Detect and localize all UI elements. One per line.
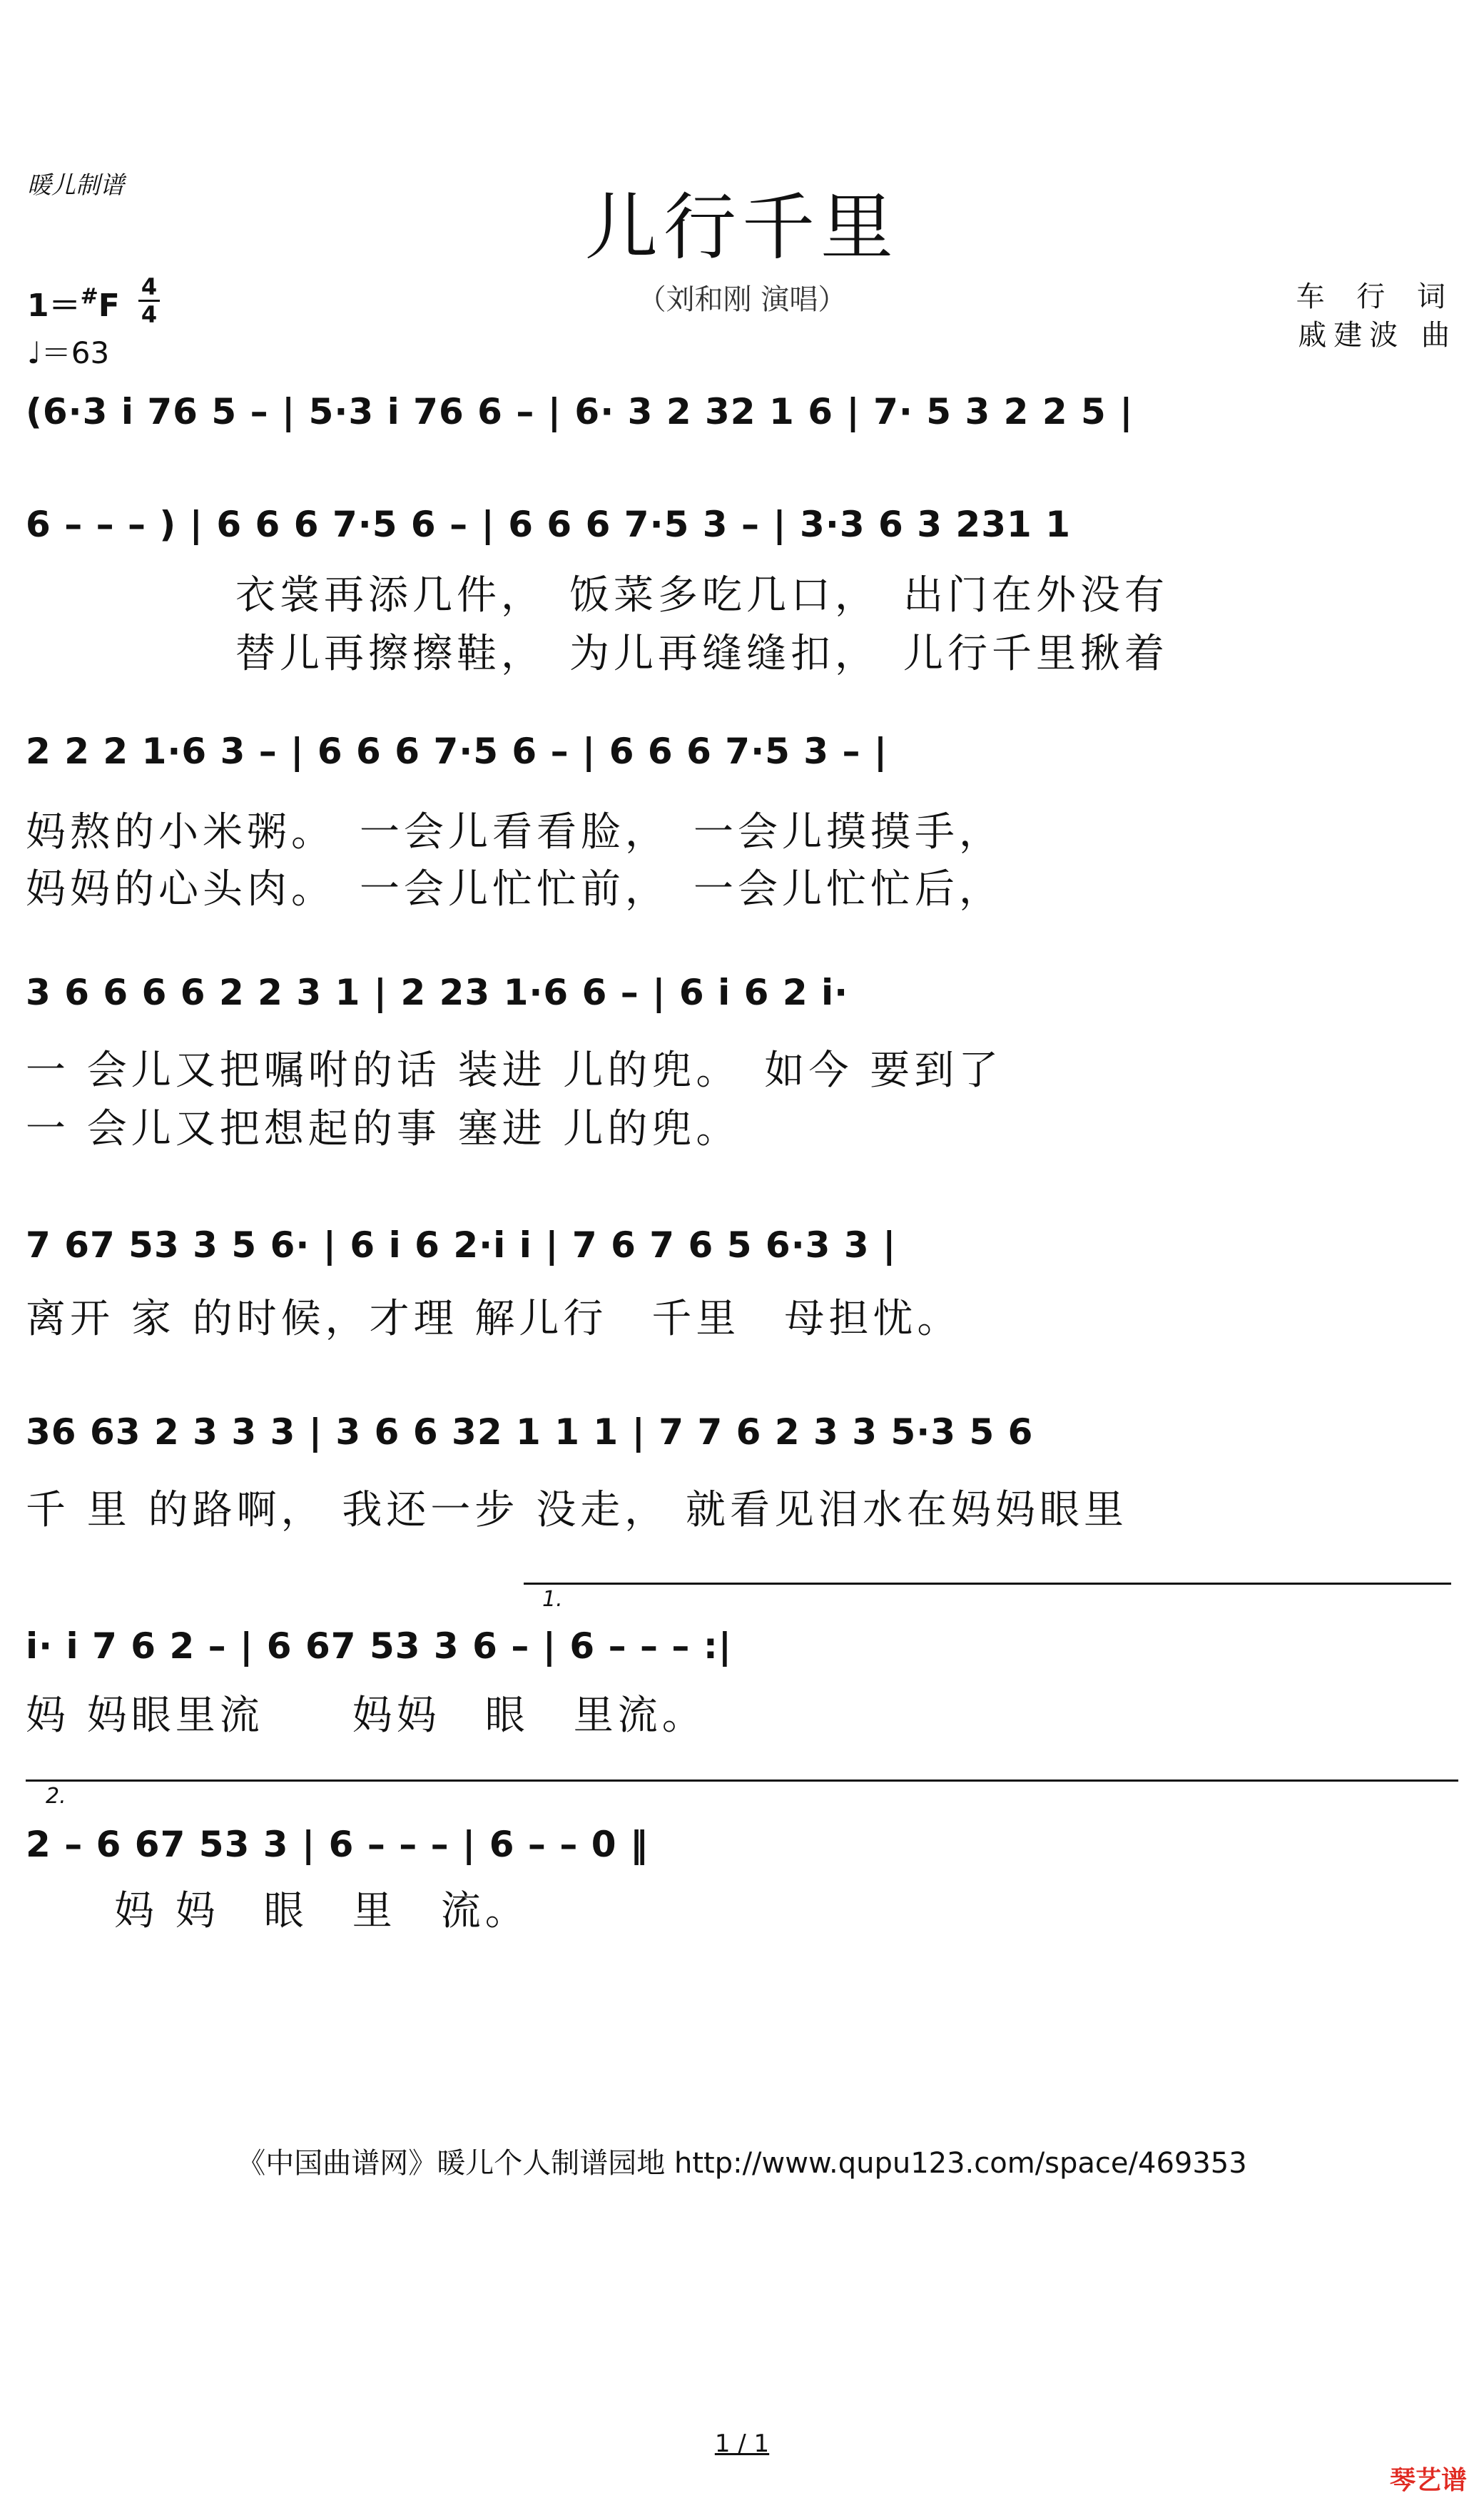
tempo-marking: ♩＝63	[27, 335, 110, 370]
key-note: F	[98, 288, 120, 324]
key-prefix: 1＝	[27, 288, 81, 324]
score-row-6-notes: 36 63 2 3 3 3 | 3 6 6 32 1 1 1 | 7 7 6 2 3 3 5·3 5 6	[26, 1411, 1034, 1453]
time-signature	[138, 274, 160, 328]
first-ending-bracket	[524, 1583, 1451, 1585]
site-logo: 琴艺谱	[1389, 2466, 1467, 2495]
score-row-6-lyric: 千 里 的路啊， 我还一步 没走， 就看见泪水在妈妈眼里	[26, 1487, 1129, 1533]
first-ending-label: 1.	[542, 1587, 563, 1612]
score-row-3-lyric-verse-2: 妈妈的心头肉。 一会儿忙忙前， 一会儿忙忙后，	[26, 866, 1003, 913]
sharp-symbol: #	[80, 284, 98, 309]
score-row-4-notes: 3 6 6 6 6 2 2 3 1 | 2 23 1·6 6 – | 6 i 6 2 i·	[26, 972, 849, 1013]
lyricist-credit: 车 行 词	[1296, 280, 1457, 313]
score-maker: 暖儿制谱	[27, 171, 124, 200]
score-row-4-lyric-verse-2: 一 会儿又把想起的事 塞进 儿的兜。	[26, 1106, 741, 1152]
second-ending-label: 2.	[46, 1784, 66, 1809]
score-row-2-lyric-verse-1: 衣裳再添几件， 饭菜多吃几口， 出门在外没有	[235, 572, 1169, 619]
score-row-7-lyric: 妈 妈眼里流 妈妈 眼 里流。	[26, 1692, 706, 1739]
song-title: 儿行千里	[585, 186, 899, 270]
key-signature	[27, 280, 120, 325]
score-row-5-notes: 7 67 53 3 5 6· | 6 i 6 2·i i | 7 6 7 6 5 6·3 3 |	[26, 1224, 897, 1266]
second-ending-bracket	[26, 1779, 1458, 1782]
score-row-5-lyric: 离开 家 的时候，才理 解儿行 千里 母担忧。	[26, 1296, 962, 1342]
score-row-2-notes: 6 – – – ) | 6 6 6 7·5 6 – | 6 6 6 7·5 3 – | 3·3 6 3 231 1	[26, 504, 1071, 545]
source-footer: 《中国曲谱网》暖儿个人制谱园地 http://www.qupu123.com/space/469353	[237, 2147, 1247, 2180]
score-row-2-lyric-verse-2: 替儿再擦擦鞋， 为儿再缝缝扣， 儿行千里揪着	[235, 631, 1169, 677]
score-row-1-notes: (6·3 i 76 5 – | 5·3 i 76 6 – | 6· 3 2 32 1 6 | 7· 5 3 2 2 5 |	[26, 391, 1134, 432]
time-signature-top: 4	[141, 273, 158, 300]
score-row-3-notes: 2 2 2 1·6 3 – | 6 6 6 7·5 6 – | 6 6 6 7·5 3 – |	[26, 731, 888, 772]
page-number-text: 1 / 1	[714, 2430, 770, 2458]
score-row-7-notes: i· i 7 6 2 – | 6 67 53 3 6 – | 6 – – – :|	[26, 1625, 733, 1667]
score-row-4-lyric-verse-1: 一 会儿又把嘱咐的话 装进 儿的兜。 如今 要到了	[26, 1047, 1003, 1094]
score-row-8-notes: 2 – 6 67 53 3 | 6 – – – | 6 – – 0 ‖	[26, 1824, 649, 1865]
score-row-3-lyric-verse-1: 妈熬的小米粥。 一会儿看看脸， 一会儿摸摸手，	[26, 809, 1003, 856]
time-signature-bottom: 4	[141, 301, 158, 328]
score-row-8-lyric: 妈 妈 眼 里 流。	[26, 1888, 529, 1934]
composer-credit: 戚建波 曲	[1298, 319, 1457, 352]
page-number	[0, 2430, 1484, 2458]
singer-credit: （刘和刚 演唱）	[637, 283, 847, 316]
